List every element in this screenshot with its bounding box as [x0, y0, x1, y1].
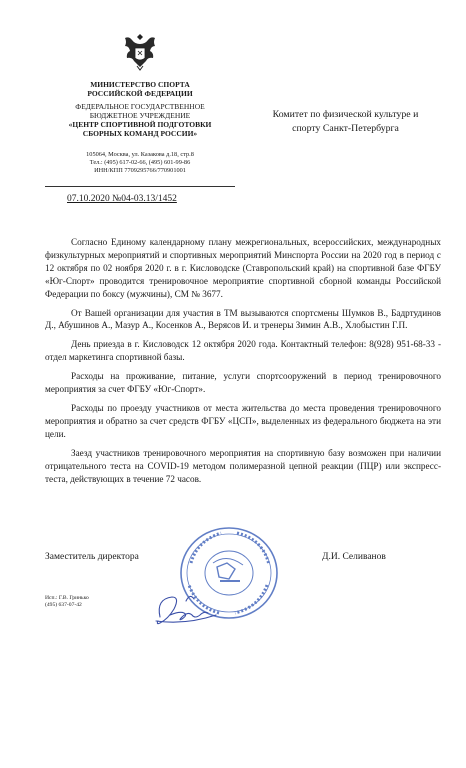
institution-line: СБОРНЫХ КОМАНД РОССИИ»	[82, 129, 198, 138]
signatory-position: Заместитель директора	[45, 552, 139, 562]
institution-line: БЮДЖЕТНОЕ УЧРЕЖДЕНИЕ	[89, 111, 191, 120]
inn-line: ИНН/КПП 7709295766/770901001	[94, 167, 186, 174]
ministry-line: РОССИЙСКОЙ ФЕДЕРАЦИИ	[87, 89, 193, 98]
addressee-line: Комитет по физической культуре и	[272, 109, 419, 120]
address-line: 105064, Москва, ул. Казакова д.18, стр.8	[86, 151, 194, 158]
ministry-name	[40, 80, 240, 98]
phone-line: Тел.: (495) 617-02-66, (495) 601-99-86	[89, 159, 191, 166]
letter-body	[45, 236, 441, 491]
executor-info	[45, 595, 89, 609]
ministry-line: МИНИСТЕРСТВО СПОРТА	[90, 80, 190, 89]
executor-phone: (495) 637-07-42	[45, 602, 82, 608]
body-paragraph: Расходы на проживание, питание, услуги спортсооружений в период тренировочного мероприятия за счет ФГБУ «Юг-Спорт».	[45, 371, 441, 395]
header-divider	[45, 186, 235, 187]
double-headed-eagle-emblem	[117, 28, 163, 74]
body-paragraph: Согласно Единому календарному плану межрегиональных, всероссийских, международных физкультурных мероприятий и спортивных мероприятий Минспорта России на 2020 год в период с 12 октября по 02 ноября 2020 г. в г. Кисловодске (Ставропольский край) на спортивной базе ФГБУ «Юг-Спорт» проводится тренировочное мероприятие спортивной сборной команды Российской Федерации по боксу (мужчины), СМ № 3677.	[45, 237, 441, 299]
body-paragraph: Заезд участников тренировочного мероприятия на спортивную базу возможен при наличии отрицательного теста на COVID-19 методом полимеразной цепной реакции (ПЦР) или экспресс-теста, действующих в течение 72 часов.	[45, 447, 441, 484]
addressee	[258, 108, 433, 136]
addressee-line: спорту Санкт-Петербурга	[292, 123, 399, 134]
body-paragraph: От Вашей организации для участия в ТМ вызываются спортсмены Шумков В., Бадртудинов Д., Абушинов А., Мазур А., Косенков А., Верясов И. и тренеры Зимин А.В., Хлобыстин Г.П.	[45, 307, 441, 331]
institution-name	[40, 102, 240, 138]
handwritten-signature	[150, 587, 222, 633]
institution-line: «ЦЕНТР СПОРТИВНОЙ ПОДГОТОВКИ	[68, 120, 212, 129]
body-paragraph: Расходы по проезду участников от места жительства до места проведения тренировочного мероприятия и обратно за счет средств ФГБУ «ЦСП», выделенных из федерального бюджета на эти цели.	[45, 402, 441, 439]
signatory-name: Д.И. Селиванов	[322, 552, 386, 562]
executor-name: Исп.: Г.В. Гринько	[45, 595, 89, 601]
institution-line: ФЕДЕРАЛЬНОЕ ГОСУДАРСТВЕННОЕ	[75, 102, 205, 111]
institution-contacts	[40, 151, 240, 175]
body-paragraph: День приезда в г. Кисловодск 12 октября 2020 года. Контактный телефон: 8(928) 951-68-33 - отдел маркетинга спортивной базы.	[45, 339, 441, 363]
document-reference: 07.10.2020 №04-03.13/1452	[67, 194, 177, 204]
